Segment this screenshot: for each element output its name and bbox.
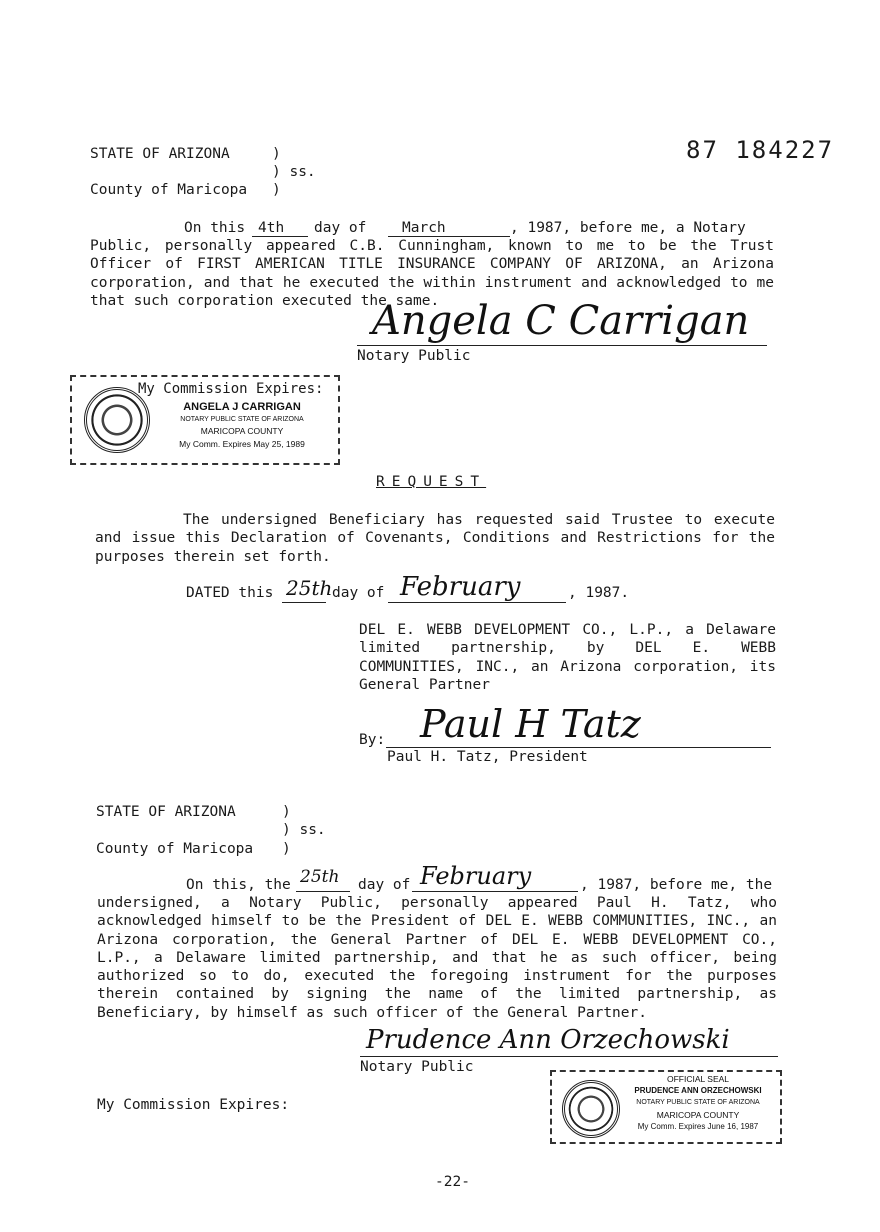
notary2-name: PRUDENCE ANN ORZECHOWSKI (634, 1086, 762, 1095)
ack-line1-mid: day of (314, 220, 367, 236)
venue-brace: ) (272, 146, 281, 162)
notary-stamp-2 (550, 1070, 782, 1144)
ack-month-fill: March (402, 220, 446, 236)
notary2-signature-line (360, 1056, 778, 1057)
president-signature: Paul H Tatz (420, 702, 641, 746)
notary-title: NOTARY PUBLIC STATE OF ARIZONA (180, 416, 304, 423)
dated-month-fill: February (400, 572, 521, 602)
official-seal-label: OFFICIAL SEAL (666, 1074, 730, 1084)
venue-brace: ) (272, 182, 281, 198)
state-label-2: STATE OF ARIZONA (96, 804, 236, 820)
ack-line1-start: On this (184, 220, 246, 236)
ack-body: Public, personally appeared C.B. Cunningham, known to me to be the Trust Officer of FIRST AMERICAN TITLE INSURANCE COMPANY OF ARIZONA, an Arizona corporation, and that he executed the within instrument and acknowledged to me that such corporation executed the same. (90, 238, 774, 309)
ack2-month-underline (412, 891, 578, 892)
county-label-2: County of Maricopa (96, 841, 254, 857)
dated-start: DATED this (186, 585, 274, 601)
ack2-day-fill: 25th (300, 867, 340, 887)
signature-line (357, 345, 767, 346)
notary2-public-label: Notary Public (360, 1059, 474, 1075)
notary2-title: NOTARY PUBLIC STATE OF ARIZONA (636, 1099, 760, 1106)
notary-name: ANGELA J CARRIGAN (183, 401, 301, 413)
state-label: STATE OF ARIZONA (90, 146, 230, 162)
dated-mid: day of (332, 585, 385, 601)
notary-seal-icon-2 (562, 1080, 620, 1138)
county-label: County of Maricopa (90, 182, 248, 198)
commission-expires-2: My Commission Expires: (97, 1097, 290, 1113)
notary2-county: MARICOPA COUNTY (656, 1110, 740, 1120)
request-heading: REQUEST (376, 474, 487, 490)
document-number: 87 184227 (686, 136, 835, 164)
dated-end: , 1987. (568, 585, 630, 601)
ack2-month-fill: February (420, 862, 532, 890)
notary-county: MARICOPA COUNTY (200, 426, 284, 436)
venue-brace-2: ) (282, 841, 291, 857)
commission-expires-label: My Commission Expires: (138, 381, 324, 397)
notary-expiration: My Comm. Expires May 25, 1989 (179, 439, 305, 449)
ack2-body: undersigned, a Notary Public, personally appeared Paul H. Tatz, who acknowledged himself to be the President of DEL E. WEBB COMMUNITIES, INC., an Arizona corporation, the General Partner of DEL E. WEBB DEVELOPMENT CO., L.P., a Delaware limited partnership, and that he as such officer, being authorized so to do, executed the foregoing instrument for the purposes therein contained by signing the name of the limited partnership, as Beneficiary, by himself as such officer of the General Partner. (97, 895, 777, 1021)
ack2-line1-end: , 1987, before me, the (580, 877, 773, 893)
notary2-signature: Prudence Ann Orzechowski (366, 1025, 730, 1055)
notary2-expiration: My Comm. Expires June 16, 1987 (637, 1122, 759, 1131)
by-label: By: (359, 732, 386, 748)
ss-label-2: ) ss. (282, 822, 326, 838)
venue-brace-2: ) (282, 804, 291, 820)
ack2-line1-mid: day of (358, 877, 411, 893)
ack-day-fill: 4th (258, 220, 285, 236)
ss-label: ) ss. (272, 164, 316, 180)
request-body: The undersigned Beneficiary has requested said Trustee to execute and issue this Declaration of Covenants, Conditions and Restrictions for the purposes therein set forth. (95, 512, 775, 565)
ack-line1-end: , 1987, before me, a Notary (510, 220, 746, 236)
page-number: -22- (435, 1174, 470, 1190)
dated-day-underline (282, 602, 326, 603)
ack2-day-underline (296, 891, 350, 892)
ack2-line1-start: On this, the (186, 877, 291, 893)
signer-name: Paul H. Tatz, President (387, 749, 588, 765)
dated-day-fill: 25th (286, 576, 333, 600)
dated-month-underline (388, 602, 566, 603)
notary-signature: Angela C Carrigan (372, 298, 750, 344)
notary-stamp (70, 375, 340, 465)
beneficiary-party: DEL E. WEBB DEVELOPMENT CO., L.P., a Delaware limited partnership, by DEL E. WEBB COMMUNITIES, INC., an Arizona corporation, its General Partner (359, 622, 776, 693)
notary-public-label: Notary Public (357, 348, 471, 364)
